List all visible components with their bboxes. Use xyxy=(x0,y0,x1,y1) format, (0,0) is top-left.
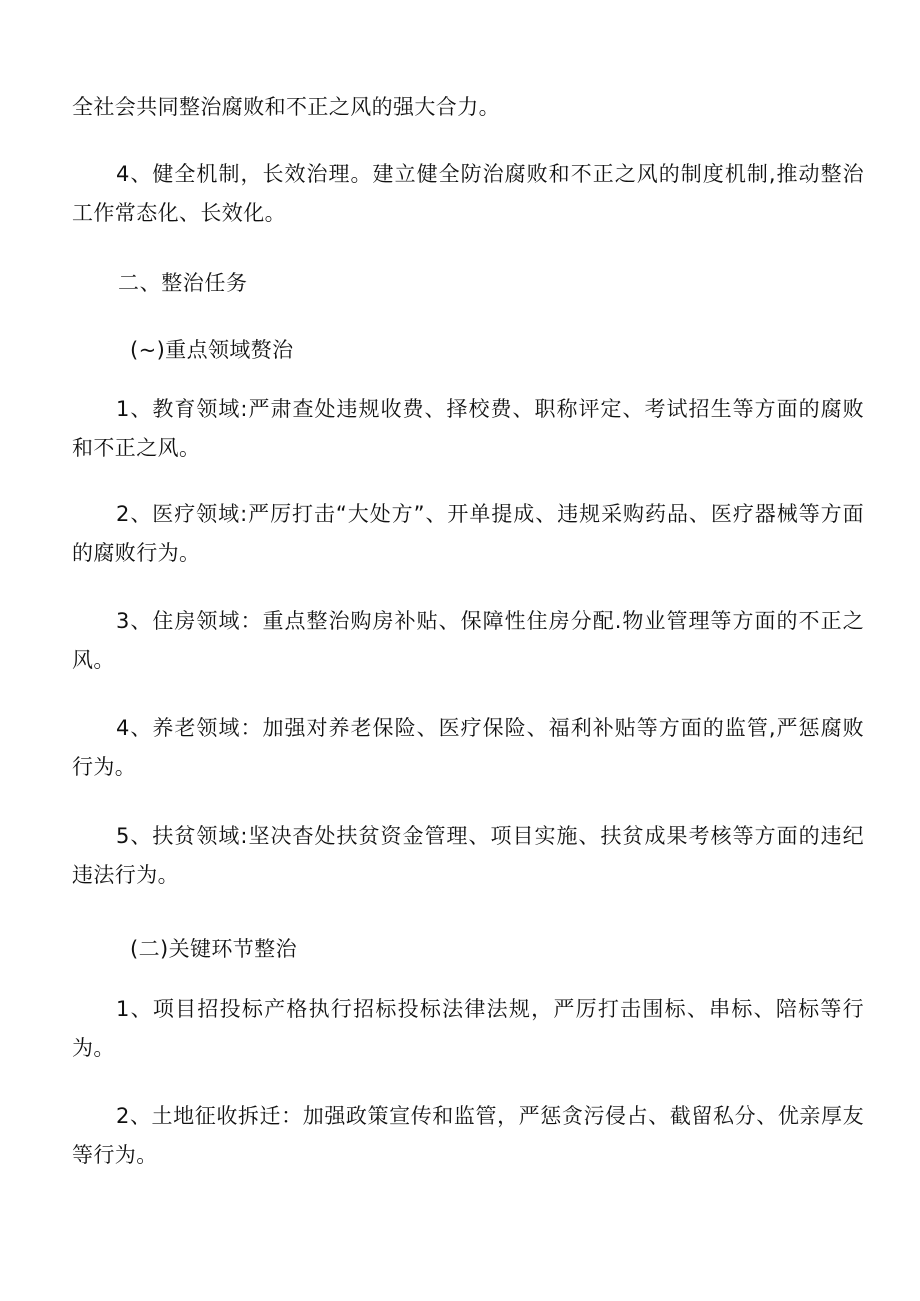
subsection-heading-key-areas: (~)重点领域赘治 xyxy=(130,338,294,362)
paragraph-land-requisition: 2、土地征收拆迁：加强政策宣传和监管，严惩贪污侵占、截留私分、优亲厚友等行为。 xyxy=(72,1104,864,1167)
paragraph-elderly-care: 4、养老领域：加强对养老保险、医疗保险、福利补贴等方面的监管,严惩腐败行为。 xyxy=(72,716,864,779)
paragraph-poverty-alleviation: 5、扶贫领域:坚决杳处扶贫资金管理、项目实施、扶贫成果考核等方面的违纪违法行为。 xyxy=(72,824,864,887)
paragraph-item-4-mechanism: 4、健全机制，长效治理。建立健全防治腐败和不正之风的制度机制,推动整治工作常态化、长效化。 xyxy=(72,162,864,225)
paragraph-housing: 3、住房领域：重点整治购房补贴、保障性住房分配.物业管理等方面的不正之风。 xyxy=(72,609,864,672)
paragraph-continuation: 全社会共同整治腐败和不正之风的强大合力。 xyxy=(72,95,500,119)
subsection-heading-key-links: (二)关键环节整治 xyxy=(130,937,297,961)
paragraph-bidding: 1、项目招投标产格执行招标投标法律法规，严厉打击围标、串标、陪标等行为。 xyxy=(72,997,864,1060)
paragraph-education: 1、教育领域:严肃查处违规收费、择校费、职称评定、考试招生等方面的腐败和不正之风。 xyxy=(72,397,864,460)
section-heading-tasks: 二、整治任务 xyxy=(118,271,248,295)
paragraph-medical: 2、医疗领域:严厉打击“大处方”、开单提成、违规采购药品、医疗器械等方面的腐败行为。 xyxy=(72,502,864,565)
